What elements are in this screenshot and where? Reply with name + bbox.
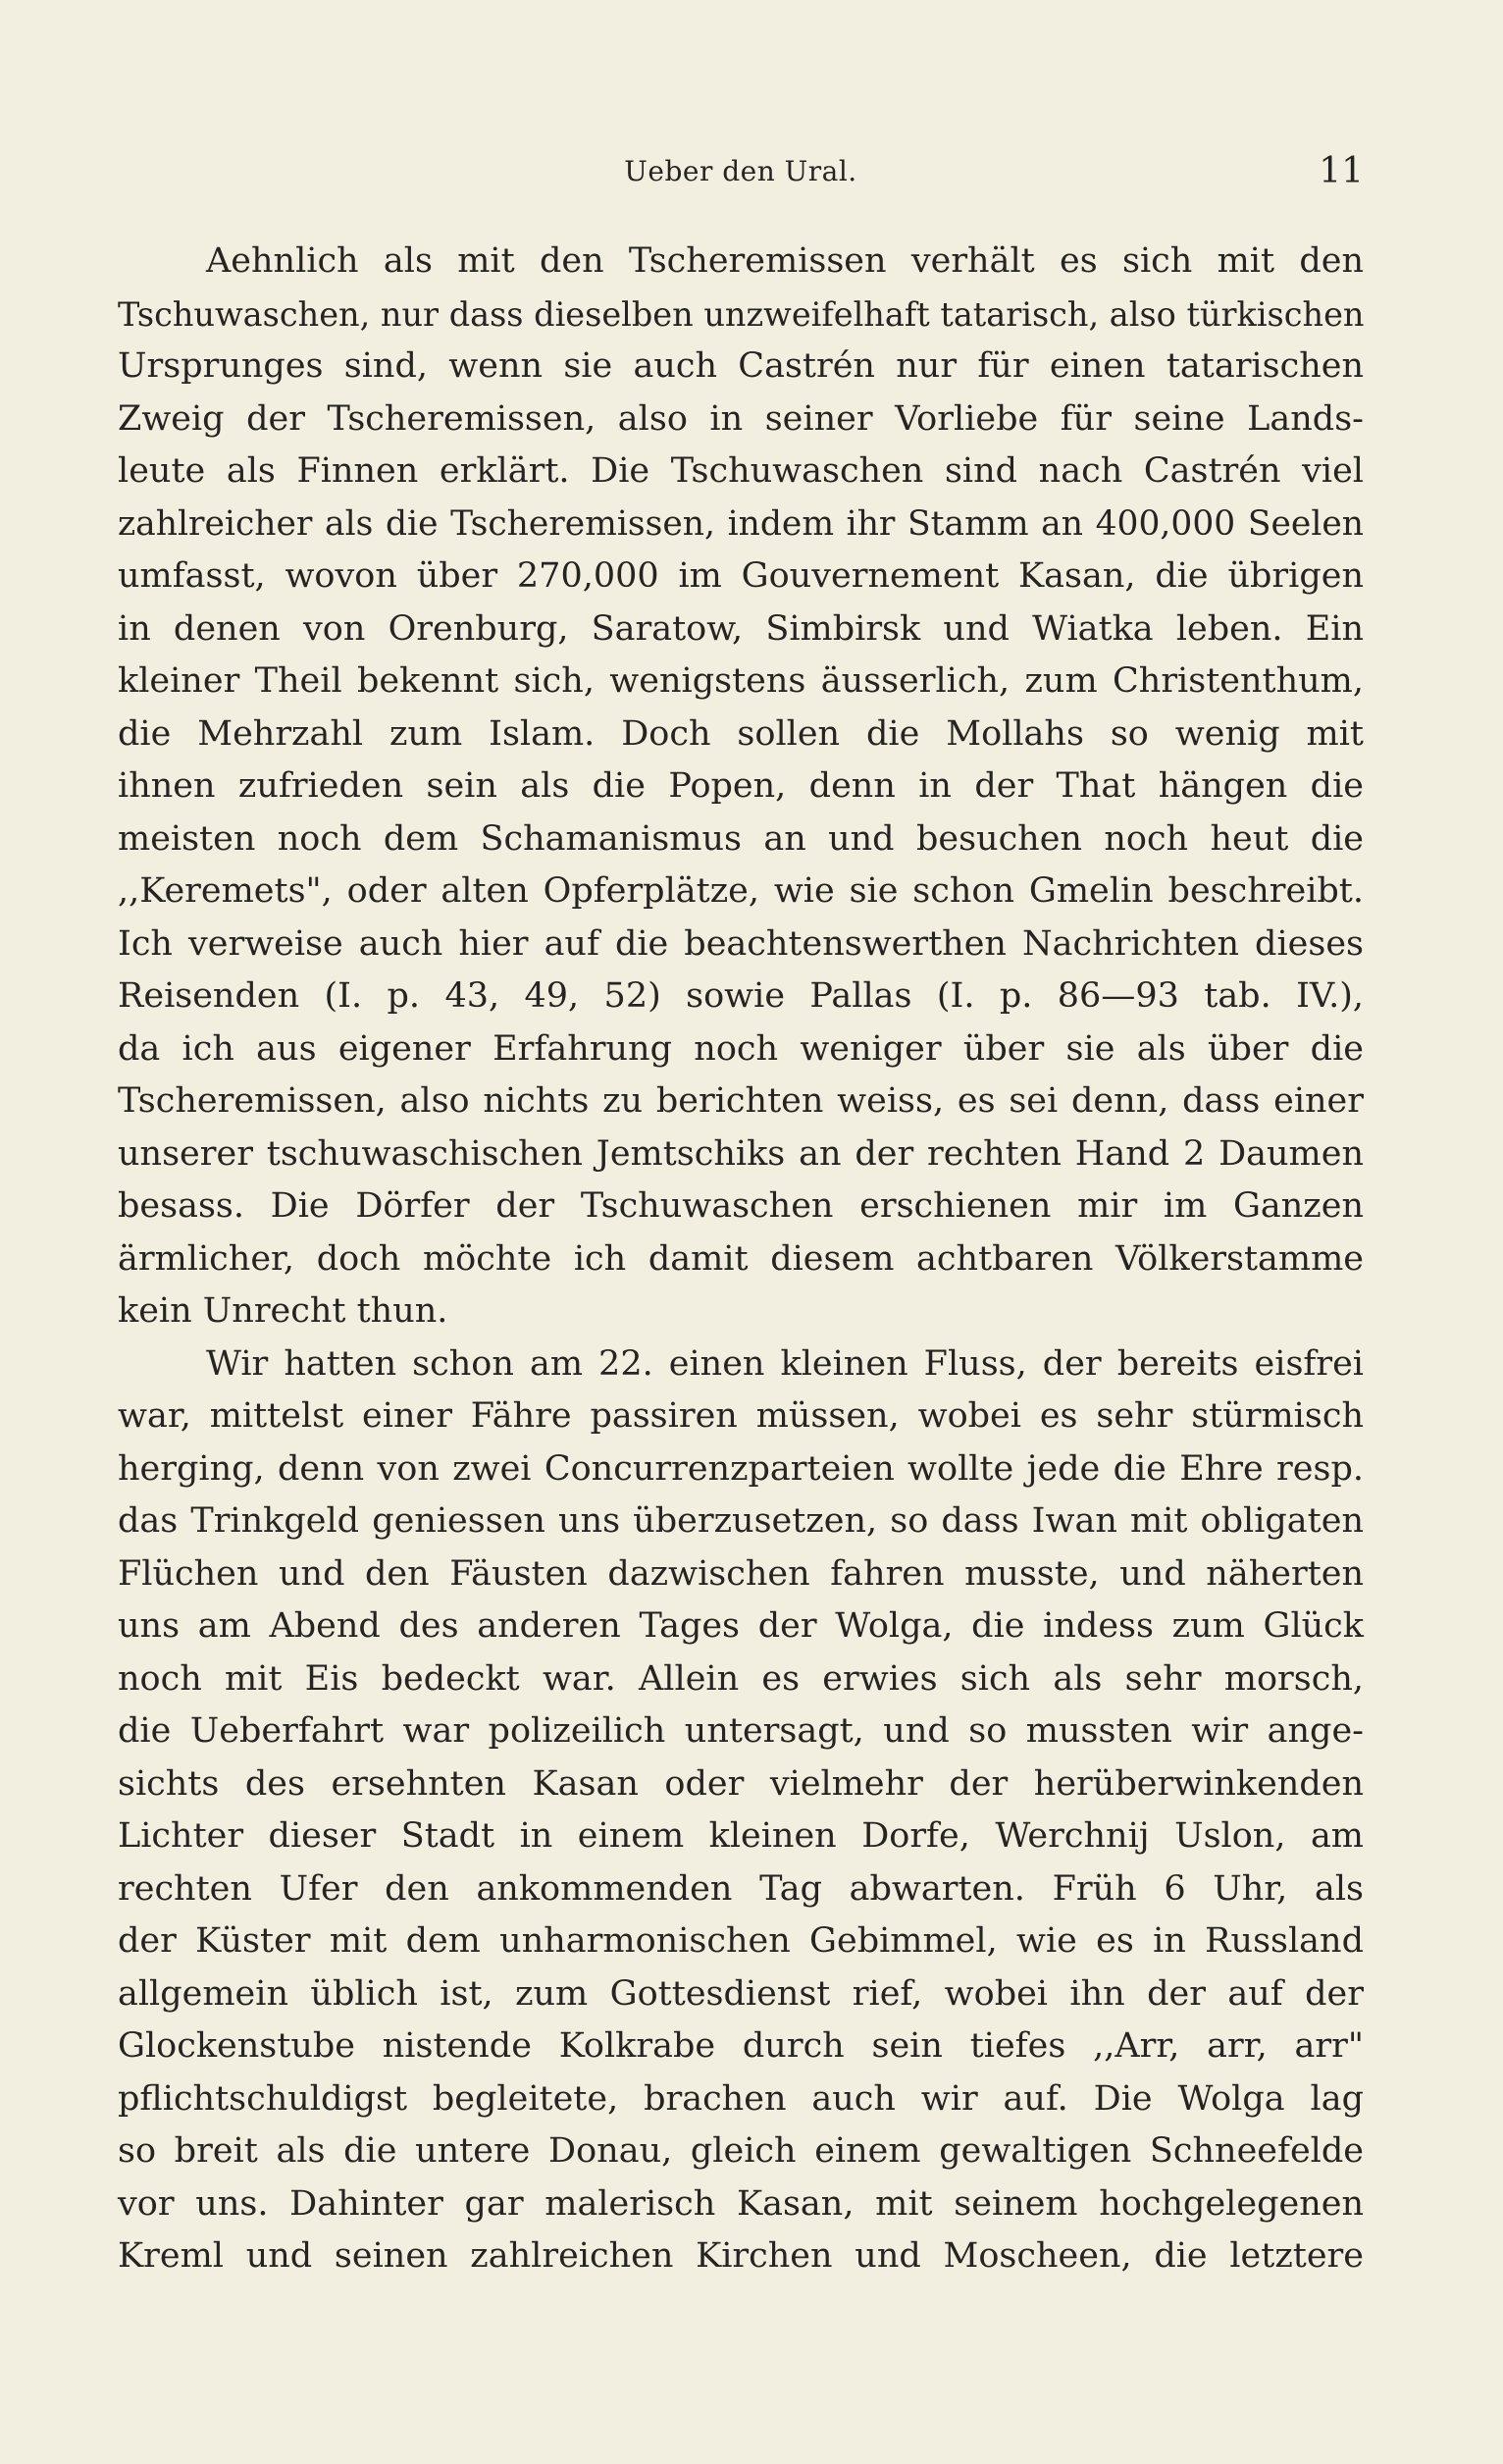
text-line: meisten noch dem Schamanismus an und besuchen noch heut die (118, 818, 1364, 859)
text-line: die Ueberfahrt war polizeilich untersagt, und so mussten wir ange- (118, 1711, 1364, 1751)
text-line: kleiner Theil bekennt sich, wenigstens äusserlich, zum Christenthum, (118, 661, 1364, 701)
text-line: sichts des ersehnten Kasan oder vielmehr der herüberwinkenden (118, 1763, 1364, 1804)
text-line: da ich aus eigener Erfahrung noch weniger über sie als über die (118, 1028, 1364, 1069)
running-head: Ueber den Ural. (624, 155, 857, 187)
text-line: ihnen zufrieden sein als die Popen, denn in der That hängen die (118, 766, 1364, 806)
text-line: Tscheremissen, also nichts zu berichten weiss, es sei denn, dass einer (118, 1081, 1364, 1121)
text-line: umfasst, wovon über 270,000 im Gouvernement Kasan, die übrigen (118, 556, 1364, 596)
text-line: Lichter dieser Stadt in einem kleinen Dorfe, Werchnij Uslon, am (118, 1816, 1364, 1856)
text-line: Ursprunges sind, wenn sie auch Castrén nur für einen tatarischen (118, 346, 1364, 386)
text-line: noch mit Eis bedeckt war. Allein es erwies sich als sehr morsch, (118, 1658, 1364, 1699)
text-line: Aehnlich als mit den Tscheremissen verhält es sich mit den (206, 241, 1364, 281)
text-line: leute als Finnen erklärt. Die Tschuwaschen sind nach Castrén viel (118, 451, 1364, 491)
text-line: unserer tschuwaschischen Jemtschiks an der rechten Hand 2 Daumen (118, 1133, 1364, 1174)
text-line: vor uns. Dahinter gar malerisch Kasan, mit seinem hochgelegenen (118, 2183, 1364, 2224)
text-line: Tschuwaschen, nur dass dieselben unzweifelhaft tatarisch, also türkischen (118, 294, 1365, 334)
text-line: Reisenden (I. p. 43, 49, 52) sowie Pallas (I. p. 86—93 tab. IV.), (118, 976, 1364, 1016)
body-text (118, 236, 1364, 2283)
text-line: so breit als die untere Donau, gleich einem gewaltigen Schneefelde (118, 2131, 1364, 2171)
text-line: pflichtschuldigst begleitete, brachen auch wir auf. Die Wolga lag (118, 2078, 1364, 2119)
text-line: das Trinkgeld geniessen uns überzusetzen, so dass Iwan mit obligaten (118, 1501, 1364, 1541)
text-line: Flüchen und den Fäusten dazwischen fahren musste, und näherten (118, 1553, 1364, 1594)
text-line: der Küster mit dem unharmonischen Gebimmel, wie es in Russland (118, 1921, 1364, 1961)
text-line: Ich verweise auch hier auf die beachtenswerthen Nachrichten dieses (118, 923, 1364, 964)
text-line: ,,Keremets", oder alten Opferplätze, wie sie schon Gmelin beschreibt. (118, 871, 1364, 911)
text-line: zahlreicher als die Tscheremissen, indem ihr Stamm an 400,000 Seelen (118, 503, 1364, 544)
text-line: Wir hatten schon am 22. einen kleinen Fluss, der bereits eisfrei (206, 1343, 1364, 1384)
text-line: uns am Abend des anderen Tages der Wolga, die indess zum Glück (118, 1606, 1364, 1646)
page-header (118, 147, 1364, 196)
text-line: war, mittelst einer Fähre passiren müssen, wobei es sehr stürmisch (118, 1396, 1364, 1436)
text-line: allgemein üblich ist, zum Gottesdienst rief, wobei ihn der auf der (118, 1973, 1364, 2014)
text-line: Glockenstube nistende Kolkrabe durch sein tiefes ,,Arr, arr, arr" (118, 2026, 1364, 2066)
text-line: besass. Die Dörfer der Tschuwaschen erschienen mir im Ganzen (118, 1186, 1364, 1226)
text-line: Kreml und seinen zahlreichen Kirchen und Moscheen, die letztere (118, 2236, 1364, 2276)
text-line: herging, denn von zwei Concurrenzparteien wollte jede die Ehre resp. (118, 1448, 1364, 1489)
text-line: kein Unrecht thun. (118, 1291, 448, 1331)
page-number: 11 (1319, 151, 1364, 191)
text-line: in denen von Orenburg, Saratow, Simbirsk und Wiatka leben. Ein (118, 608, 1364, 649)
text-line: rechten Ufer den ankommenden Tag abwarten. Früh 6 Uhr, als (118, 1868, 1364, 1909)
text-line: Zweig der Tscheremissen, also in seiner Vorliebe für seine Lands- (118, 398, 1364, 439)
text-line: ärmlicher, doch möchte ich damit diesem achtbaren Völkerstamme (118, 1238, 1364, 1279)
text-line: die Mehrzahl zum Islam. Doch sollen die Mollahs so wenig mit (118, 713, 1364, 754)
